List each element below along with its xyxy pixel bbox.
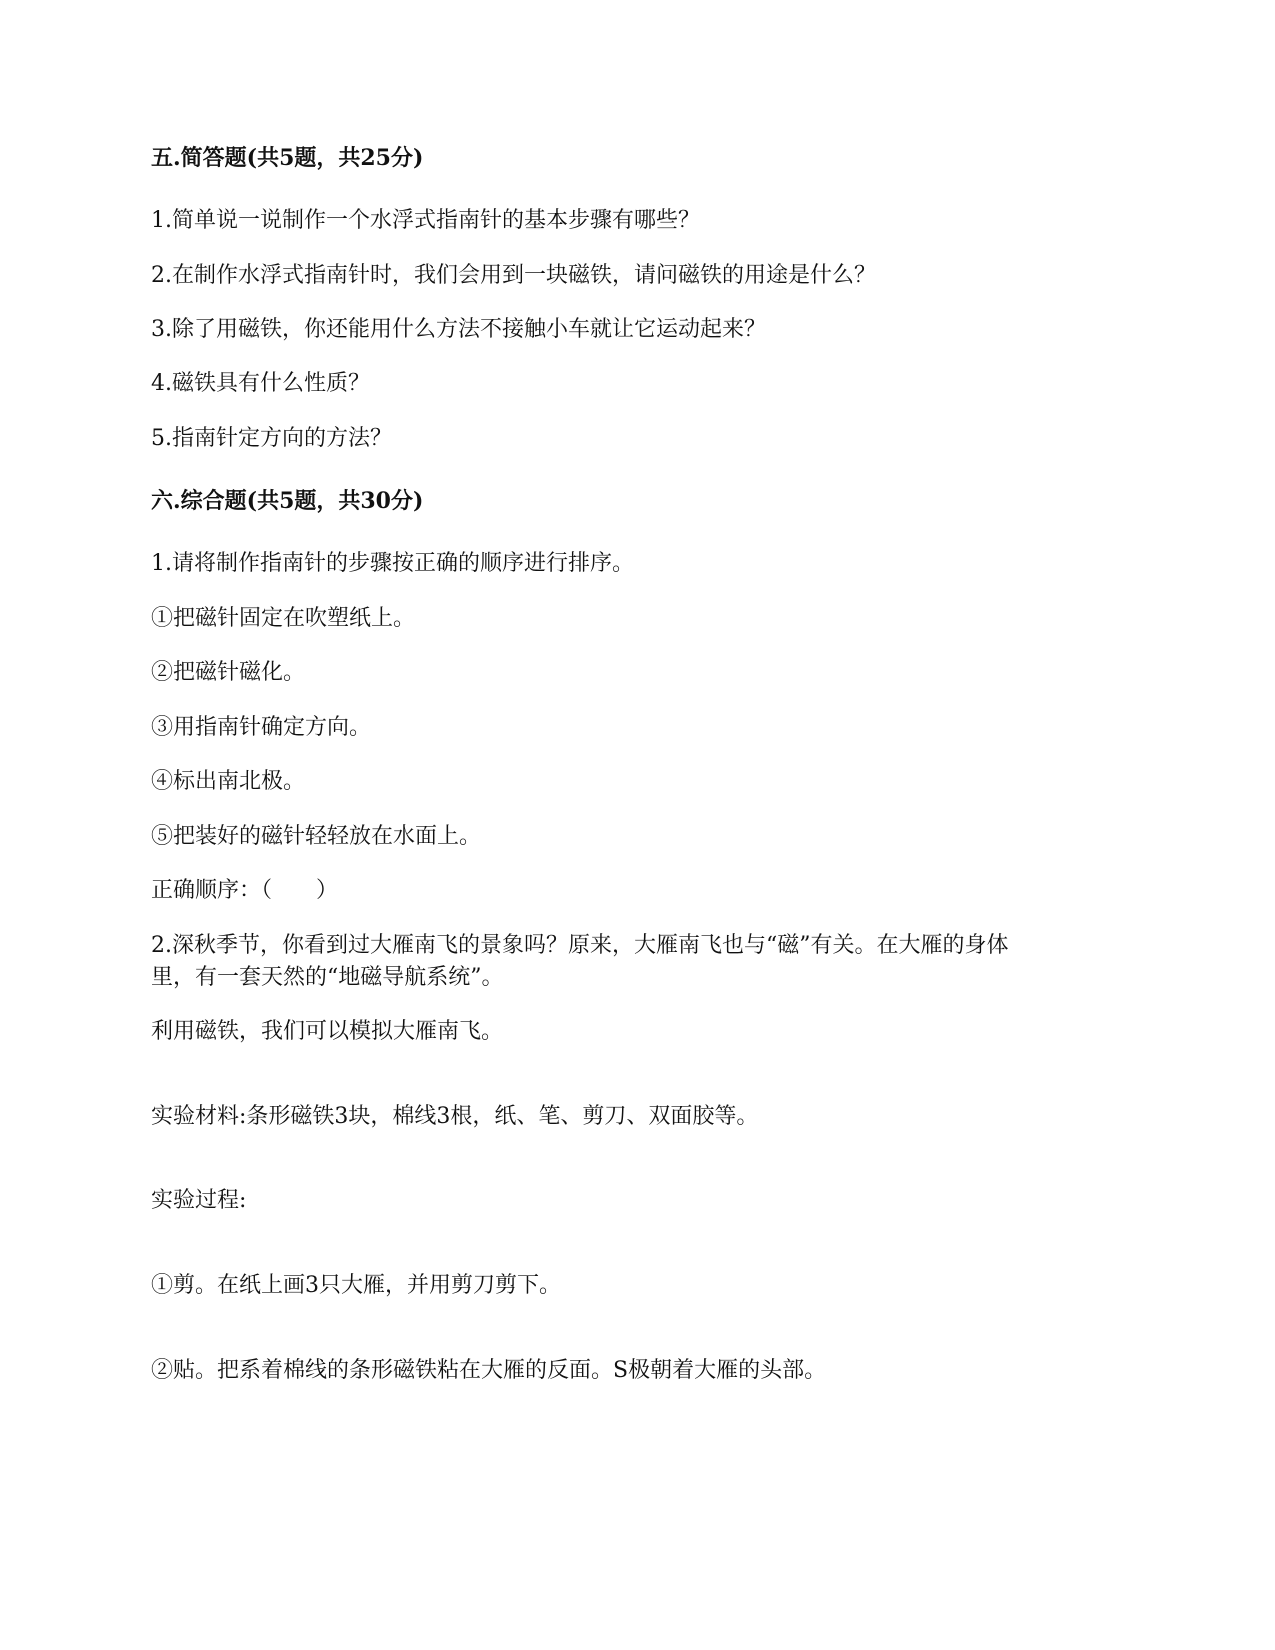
section6-heading: 六.综合题(共5题，共30分) <box>151 488 424 514</box>
section6-q2-process-label: 实验过程: <box>151 1188 247 1213</box>
section6-q1-step-5: ⑤把装好的磁针轻轻放在水面上。 <box>151 824 482 849</box>
section6-q2-materials: 实验材料:条形磁铁3块，棉线3根，纸、笔、剪刀、双面胶等。 <box>151 1104 759 1129</box>
section6-q1-step-2: ②把磁针磁化。 <box>151 660 306 685</box>
section6-q2-prompt-line2: 里，有一套天然的“地磁导航系统”。 <box>151 965 504 990</box>
section6-q1-step-4: ④标出南北极。 <box>151 769 306 794</box>
section6-q1-step-3: ③用指南针确定方向。 <box>151 715 372 740</box>
section5-question-1: 1.简单说一说制作一个水浮式指南针的基本步骤有哪些？ <box>151 208 700 233</box>
section6-q2-intro: 利用磁铁，我们可以模拟大雁南飞。 <box>151 1019 504 1044</box>
section6-q1-prompt: 1.请将制作指南针的步骤按正确的顺序进行排序。 <box>151 551 634 576</box>
section6-q2-prompt-line1: 2.深秋季节，你看到过大雁南飞的景象吗？原来，大雁南飞也与“磁”有关。在大雁的身体 <box>151 933 1009 958</box>
section5-question-2: 2.在制作水浮式指南针时，我们会用到一块磁铁，请问磁铁的用途是什么？ <box>151 263 876 288</box>
section6-q1-step-1: ①把磁针固定在吹塑纸上。 <box>151 606 416 631</box>
section5-question-5: 5.指南针定方向的方法？ <box>151 426 392 451</box>
section6-q2-process-step-2: ②贴。把系着棉线的条形磁铁粘在大雁的反面。S极朝着大雁的头部。 <box>151 1358 827 1383</box>
section5-question-3: 3.除了用磁铁，你还能用什么方法不接触小车就让它运动起来？ <box>151 317 766 342</box>
section6-q1-answer-line: 正确顺序：（ ） <box>151 878 339 903</box>
section6-q2-process-step-1: ①剪。在纸上画3只大雁，并用剪刀剪下。 <box>151 1273 561 1298</box>
section5-heading: 五.简答题(共5题，共25分) <box>151 145 424 171</box>
section5-question-4: 4.磁铁具有什么性质？ <box>151 371 370 396</box>
